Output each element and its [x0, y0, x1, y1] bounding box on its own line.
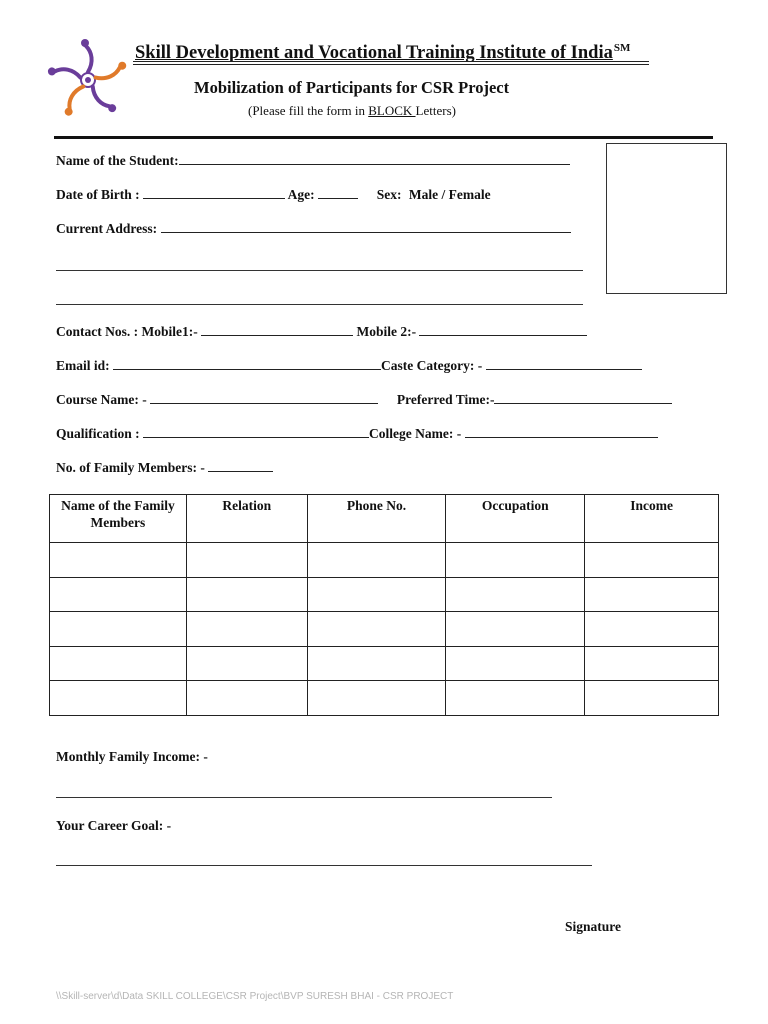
dob-row [56, 187, 491, 203]
email-label: Email id: [56, 358, 110, 373]
col-header-occupation: Occupation [446, 495, 585, 543]
cell-phone[interactable] [307, 612, 446, 647]
table-row [50, 577, 719, 612]
cell-occupation[interactable] [446, 646, 585, 681]
mobile2-label: Mobile 2:- [356, 324, 417, 339]
col-header-name: Name of the Family Members [50, 495, 187, 543]
email-field[interactable] [113, 359, 381, 370]
title-underline-2 [133, 64, 649, 65]
cell-occupation[interactable] [446, 577, 585, 612]
sex-label: Sex: [376, 187, 402, 202]
dob-label: Date of Birth : [56, 187, 140, 202]
address-line-3[interactable] [56, 304, 583, 305]
family-table-header [50, 495, 719, 543]
footer-file-path: \\Skill-server\d\Data SKILL COLLEGE\CSR Project\BVP SURESH BHAI - CSR PROJECT [56, 991, 454, 1002]
address-row [56, 221, 571, 237]
mobile1-field[interactable] [201, 325, 353, 336]
monthly-income-label: Monthly Family Income: - [56, 749, 208, 764]
sex-options[interactable]: Male / Female [408, 187, 491, 202]
cell-income[interactable] [585, 681, 719, 716]
organization-title: Skill Development and Vocational Training Institute of India℠ [135, 42, 631, 63]
career-goal-field[interactable] [56, 865, 592, 866]
qualification-field[interactable] [143, 427, 369, 438]
cell-name[interactable] [50, 681, 187, 716]
family-count-row [56, 460, 273, 476]
form-instruction: (Please fill the form in BLOCK Letters) [248, 103, 456, 118]
cell-phone[interactable] [307, 646, 446, 681]
student-name-label: Name of the Student: [56, 153, 179, 168]
cell-name[interactable] [50, 646, 187, 681]
qualification-row [56, 426, 658, 442]
qualification-label: Qualification : [56, 426, 140, 441]
form-title: Mobilization of Participants for CSR Project [194, 78, 510, 97]
cell-name[interactable] [50, 577, 187, 612]
mobile2-field[interactable] [419, 325, 587, 336]
table-row [50, 612, 719, 647]
header-divider [54, 136, 713, 139]
service-mark: SM [613, 42, 631, 54]
table-row [50, 543, 719, 578]
address-field[interactable] [161, 222, 571, 233]
cell-occupation[interactable] [446, 612, 585, 647]
age-field[interactable] [318, 188, 358, 199]
cell-phone[interactable] [307, 543, 446, 578]
career-goal-label: Your Career Goal: - [56, 818, 172, 833]
dob-field[interactable] [143, 188, 285, 199]
cell-relation[interactable] [186, 612, 307, 647]
cell-income[interactable] [585, 612, 719, 647]
institute-logo [46, 38, 130, 122]
col-header-income: Income [585, 495, 719, 543]
mobile1-label: Contact Nos. : Mobile1:- [56, 324, 198, 339]
monthly-income-field[interactable] [56, 797, 552, 798]
course-row [56, 392, 672, 408]
cell-phone[interactable] [307, 577, 446, 612]
cell-occupation[interactable] [446, 681, 585, 716]
cell-name[interactable] [50, 612, 187, 647]
preferred-time-label: Preferred Time:- [396, 392, 495, 407]
preferred-time-field[interactable] [494, 393, 672, 404]
course-label: Course Name: - [56, 392, 147, 407]
college-label: College Name: - [369, 426, 462, 441]
photo-box[interactable] [606, 143, 727, 294]
college-field[interactable] [465, 427, 658, 438]
cell-relation[interactable] [186, 543, 307, 578]
course-field[interactable] [150, 393, 378, 404]
cell-relation[interactable] [186, 681, 307, 716]
student-name-row [56, 153, 570, 169]
col-header-relation: Relation [186, 495, 307, 543]
cell-relation[interactable] [186, 577, 307, 612]
student-name-field[interactable] [179, 154, 570, 165]
cell-income[interactable] [585, 646, 719, 681]
address-line-2[interactable] [56, 270, 583, 271]
family-members-table [49, 494, 719, 716]
title-underline-1 [133, 61, 649, 62]
cell-name[interactable] [50, 543, 187, 578]
caste-field[interactable] [486, 359, 642, 370]
email-row [56, 358, 642, 374]
cell-occupation[interactable] [446, 543, 585, 578]
table-row [50, 646, 719, 681]
family-count-field[interactable] [208, 461, 273, 472]
age-label: Age: [287, 187, 315, 202]
cell-income[interactable] [585, 543, 719, 578]
cell-relation[interactable] [186, 646, 307, 681]
col-header-phone: Phone No. [307, 495, 446, 543]
caste-label: Caste Category: - [381, 358, 483, 373]
cell-phone[interactable] [307, 681, 446, 716]
table-row [50, 681, 719, 716]
address-label: Current Address: [56, 221, 158, 236]
cell-income[interactable] [585, 577, 719, 612]
family-count-label: No. of Family Members: - [56, 460, 205, 475]
signature-label: Signature [565, 919, 622, 934]
contact-row [56, 324, 587, 340]
